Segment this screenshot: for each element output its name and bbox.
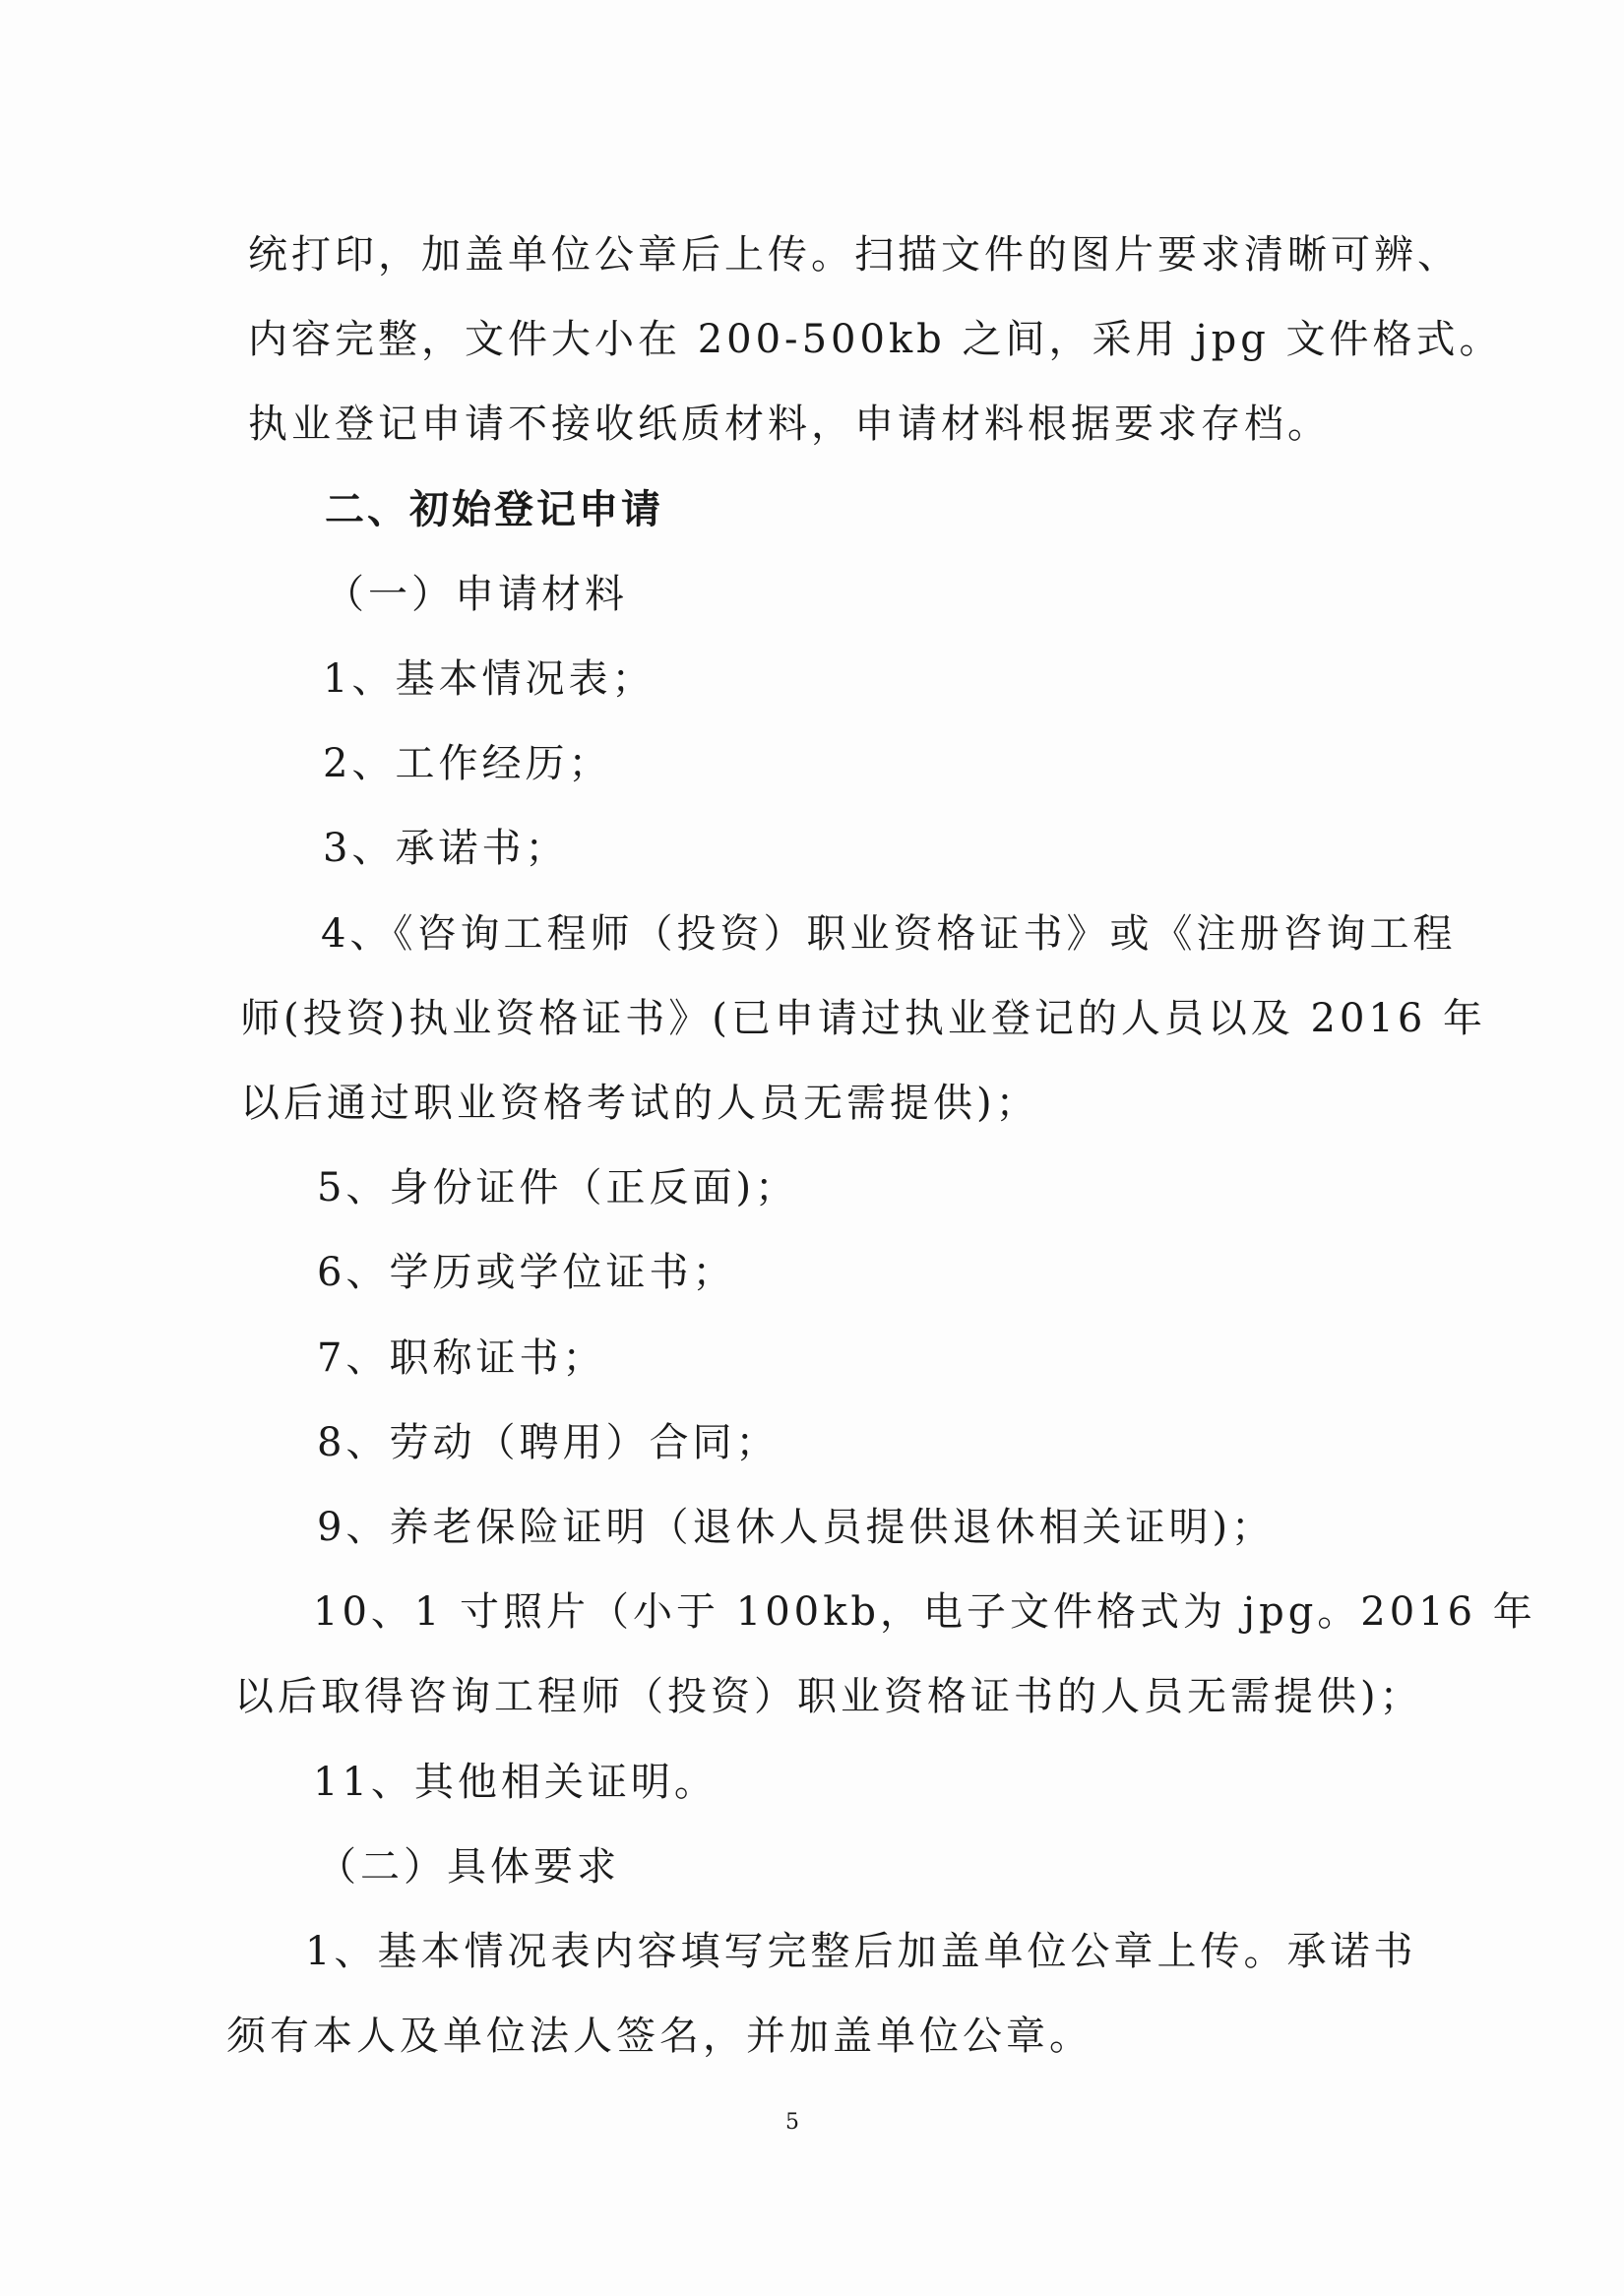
- list-item: 11、其他相关证明。: [313, 1760, 718, 1805]
- section-heading: 二、初始登记申请: [325, 487, 663, 532]
- subsection-heading: （二）具体要求: [317, 1844, 620, 1890]
- body-text-line: 执业登记申请不接收纸质材料，申请材料根据要求存档。: [248, 402, 1331, 447]
- list-item-continuation: 师(投资)执业资格证书》(已申请过执业登记的人员以及 2016 年: [240, 996, 1487, 1041]
- body-text-line: 内容完整，文件大小在 200-500kb 之间，采用 jpg 文件格式。: [248, 317, 1503, 362]
- list-item: 4、《咨询工程师（投资）职业资格证书》或《注册咨询工程: [321, 911, 1457, 957]
- list-item: 3、承诺书；: [323, 826, 569, 871]
- list-item: 9、养老保险证明（退休人员提供退休相关证明)；: [317, 1505, 1276, 1550]
- list-item: 2、工作经历；: [323, 741, 612, 786]
- subsection-heading: （一）申请材料: [325, 572, 628, 617]
- list-item-continuation: 以后通过职业资格考试的人员无需提供)；: [240, 1081, 1039, 1126]
- list-item: 1、基本情况表；: [323, 656, 656, 702]
- page-number: 5: [785, 2110, 799, 2135]
- list-item: 10、1 寸照片（小于 100kb，电子文件格式为 jpg。2016 年: [313, 1589, 1536, 1635]
- list-item: 6、学历或学位证书；: [317, 1250, 736, 1295]
- list-item-continuation: 以后取得咨询工程师（投资）职业资格证书的人员无需提供)；: [234, 1674, 1423, 1719]
- body-text-line: 须有本人及单位法人签名，并加盖单位公章。: [226, 2014, 1093, 2059]
- list-item: 5、身份证件（正反面)；: [317, 1165, 799, 1210]
- body-text-line: 统打印，加盖单位公章后上传。扫描文件的图片要求清晰可辨、: [248, 232, 1461, 278]
- list-item: 7、职称证书；: [317, 1335, 606, 1381]
- body-text-line: 1、基本情况表内容填写完整后加盖单位公章上传。承诺书: [305, 1929, 1417, 1974]
- list-item: 8、劳动（聘用）合同；: [317, 1420, 780, 1465]
